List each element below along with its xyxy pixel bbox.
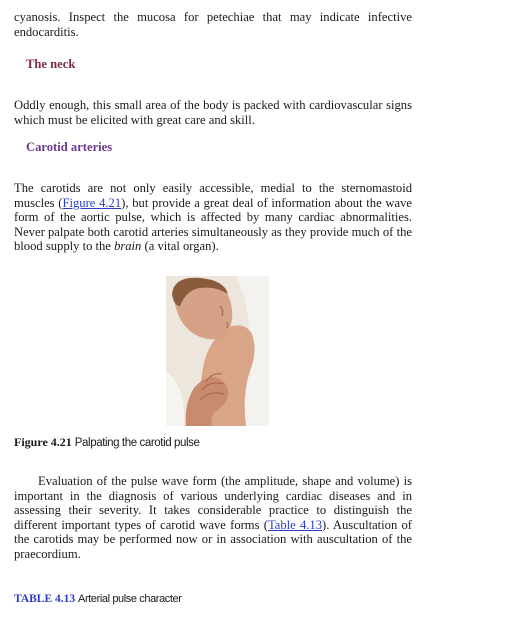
table-title-text: Arterial pulse character — [78, 593, 182, 605]
evaluation-text-2: ). Auscultation of the carotids may be performed now or in association with auscultation of the praecordium. — [14, 517, 413, 561]
figure-caption — [14, 435, 200, 450]
table-4-13-link[interactable]: Table 4.13 — [267, 517, 323, 532]
figure-label: Figure 4.21 — [14, 435, 72, 449]
carotid-text-2: ), but provide a great deal of information about the wave form of the aortic pulse, which is affected by many cardiac abnormalities. Never palpate both carotid arteries simultaneously as they provide much of the blood supply to the — [14, 195, 412, 254]
carotid-text-3: (a vital organ). — [141, 239, 219, 254]
heading-carotid-arteries: Carotid arteries — [26, 140, 113, 154]
figure-4-21-link[interactable]: Figure 4.21 — [62, 195, 122, 210]
table-title — [14, 593, 182, 605]
carotid-pulse-photo — [166, 276, 269, 426]
paragraph-evaluation — [14, 474, 412, 562]
brain-emphasis: brain — [114, 239, 142, 254]
carotid-pulse-illustration — [166, 276, 269, 426]
heading-the-neck: The neck — [26, 57, 76, 71]
paragraph-neck: Oddly enough, this small area of the body is packed with cardiovascular signs which must be elicited with great care and skill. — [14, 98, 412, 127]
figure-caption-text: Palpating the carotid pulse — [74, 437, 200, 449]
paragraph-carotids — [14, 181, 412, 254]
evaluation-text-1: Evaluation of the pulse wave form (the amplitude, shape and volume) is important in the diagnosis of various underlying cardiac diseases and in assessing their severity. It takes considerable practice to distinguish the different important types of carotid wave forms ( — [14, 474, 412, 532]
table-label: TABLE 4.13 — [14, 593, 76, 605]
paragraph-cyanosis: cyanosis. Inspect the mucosa for petechiae that may indicate infective endocarditis. — [14, 10, 412, 39]
carotid-text-1: The carotids are not only easily accessible, medial to the sternomastoid muscles ( — [14, 181, 412, 210]
